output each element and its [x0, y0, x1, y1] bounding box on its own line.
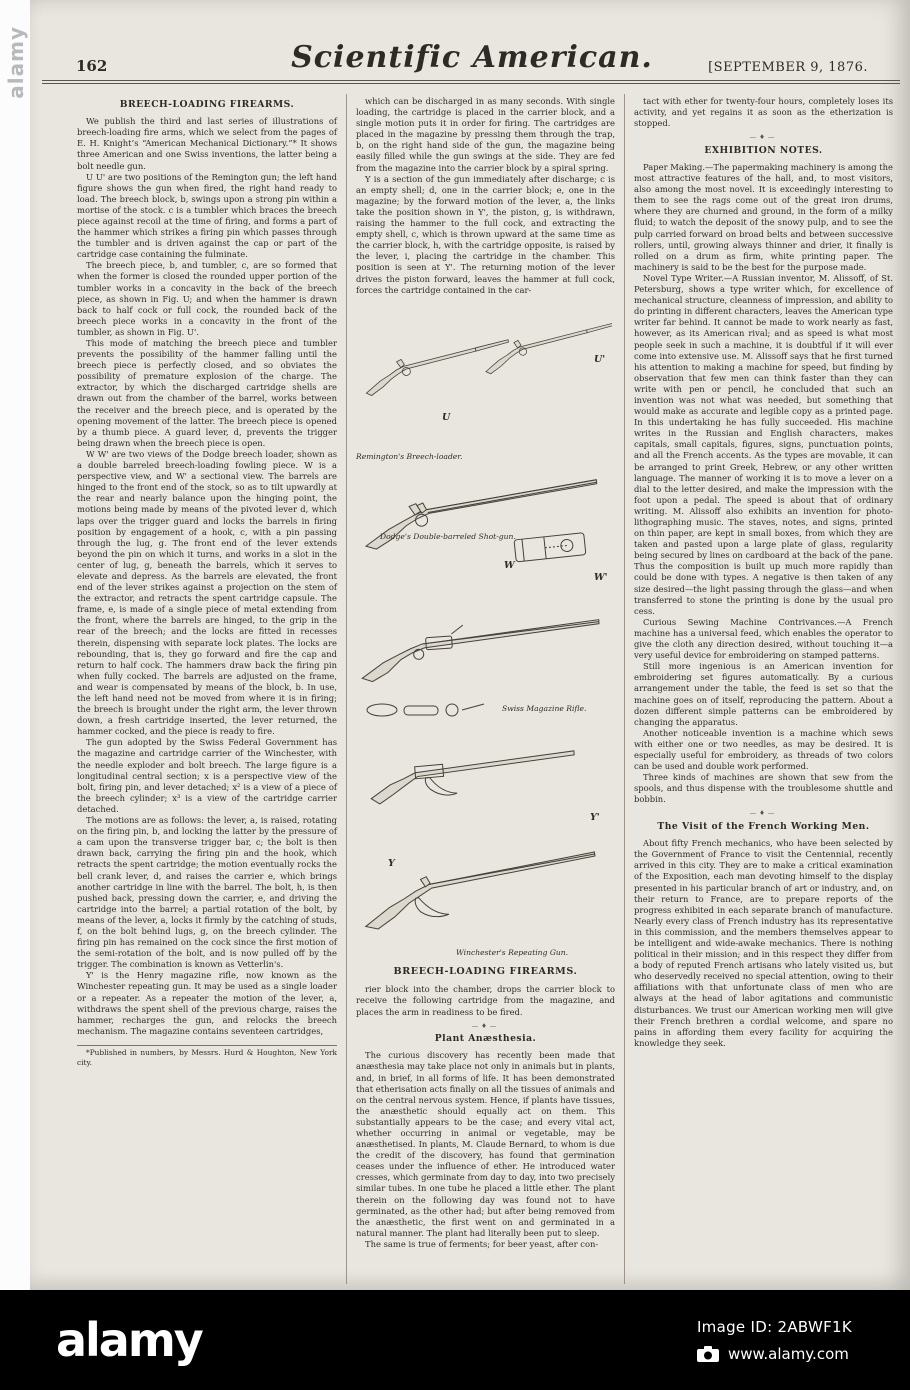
paragraph: The curious discovery has recently been made that anæsthesia may take place not only in animals but in plants, and, in brief, in all forms of life. It has been demonstrated that etherisation acts finally on all the tissues of animals and on the central nervous system. Hence, if plants have tissues, the anæsthetic should equally act on them. This substantially appears to be the case; and every vital act, whether occurring in animal or vegetable, may be anæsthetised. In plants, M. Claude Bernard, to whom is due the credit of the discovery, has found that germination ceases under the influence of ether. He introduced water cresses, which germinate from day to day, into two precisely similar tubes. In one tube he placed a little ether. The plant therein on the following day was found not to have germinated, as the other had; but after being removed from the anæsthetic, the first went on and germinated in a natural manner. The plant had literally been put to sleep. — [356, 1050, 615, 1238]
page-number: 162 — [76, 57, 108, 75]
section-ornament: —♦— — [749, 133, 778, 142]
paragraph: W W' are two views of the Dodge breech loader, shown as a double barreled breech-loading fowling piece. W is a perspective view, and W' a sectional view. The barrels are hinged to the front end of the stock, so as to tilt upwardly at the rear and nearly balance upon the hinging point, the motions being made by means of the pivoted lever d, which laps over the trigger guard and locks the barrels in firing position by engagement of a hook, c, with a pin passing through the lug, g. The front end of the lever extends beyond the pin on which it turns, and works in a slot in the center of lug, g, beneath the barrels, which it serves to elevate and depress. As the barrels are elevated, the front end of the lever strikes against a projection on the stem of the extractor, and retracts the spent cartridge capsule. The frame, e, is made of a single piece of metal extending from the front, where the barrels are hinged, to the grip in the rear of the breech; and the locks are fitted in recesses therein, dispensing with separate lock plates. The locks are rebounding, that is, they go forward and fire the cap and return to half cock. The hammers draw back the firing pin when fully cocked. The barrels are adjusted on the frame, and wear is compensated by means of the block, b. In use, the left hand need not be moved from where it is in firing; the breech is brought under the right arm, the lever thrown down, a fresh cartridge inserted, the lever returned, the hammer cocked, and the piece is ready to fire. — [77, 448, 337, 737]
article-heading-plant-anaesthesia: Plant Anæsthesia. — [434, 1033, 537, 1045]
footnote: *Published in numbers, by Messrs. Hurd & Houghton, New York city. — [77, 1045, 337, 1068]
figure-label-remington: Remington's Breech-loader. — [356, 451, 463, 461]
figure-letter-y: Y — [388, 857, 395, 869]
paragraph: Paper Making.—The papermaking machinery is among the most attractive features of the hall, and, to most visitors, also among the most novel. It is exceedingly interesting to them to see the rags come out of the great iron drums, where they are churned and ground, in the form of a milky fluid; to watch the deposit of the snowy pulp, and to see the pulp carried forward on broad belts and between successive rollers, until, growing always thinner and drier, it finally is rolled on a drum as firm, white printing paper. The machinery is said to be the best for the purpose made. — [634, 162, 893, 272]
paragraph: Curious Sewing Machine Contrivances.—A French machine has a universal feed, which enables the operator to give the cloth any direction desired, without touching it—a very useful device for embroidering on stamped patterns. — [634, 616, 893, 661]
alamy-side-strip — [0, 0, 30, 1290]
alamy-footer-bar — [0, 1290, 910, 1390]
alamy-side-logo: alamy — [4, 26, 28, 99]
figure-letter-u: U — [442, 411, 451, 423]
camera-icon — [697, 1346, 719, 1362]
column-right — [624, 94, 902, 1284]
newspaper-page — [30, 0, 910, 1290]
paragraph: Novel Type Writer.—A Russian inventor, M. Alissoff, of St. Petersburg, shows a type writer which, for excellence of mechanical structure, cleanness of impression, and ability to do printing in different characters, leaves the American type writer far behind. It cannot be made to work nearly as fast, however, as its American rival; and as speed is what most people seek in such a machine, it is doubtful if it will ever come into extensive use. M. Alissoff says that he first turned his attention to making a machine for speed, but finding by observation that few men can think faster than they can write with pen or pencil, he concluded that such an invention was not what was needed, but something that would make as accurate and legible copy as a printed page. In this undertaking he has fully succeeded. His machine writes in the Russian and English characters, makes capitals, small capitals, figures, signs, punctuation points, and all the French accents. As the types are movable, it can be arranged to print Greek, Hebrew, or any other written language. The manner of working it is to move a lever on a dial to the letter desired, and make the impression with the foot upon a pedal. The speed is about that of ordinary writing. M. Alissoff also exhibits an invention for photo-lithographing music. The staves, notes, and signs, printed on thin paper, are kept in small boxes, from which they are taken and pasted upon a large plate of glass, regularity being secured by lines on cardboard at the back of the pane. Thus the composition is built up much more rapidly than could be done with types. A negative is then taken of any size desired—the light passing through the glass—and when transferred to stone the printing is done by the usual pro cess. — [634, 272, 893, 616]
page-header — [30, 0, 910, 77]
footer-meta — [697, 1318, 852, 1363]
paragraph: rier block into the chamber, drops the carrier block to receive the following cartridge from the magazine, and places the arm in readiness to be fired. — [356, 984, 615, 1017]
paragraph: Another noticeable invention is a machine which sews with either one or two needles, as may be desired. It is especially useful for embroidery, as threads of two colors can be used and double work performed. — [634, 727, 893, 772]
figure-letter-u-prime: U' — [594, 353, 606, 365]
paragraph: Three kinds of machines are shown that sew from the spools, and thus dispense with the troublesome shuttle and bobbin. — [634, 772, 893, 805]
figure-letter-w-prime: W' — [594, 571, 608, 583]
paragraph: The gun adopted by the Swiss Federal Government has the magazine and cartridge carrier of the Winchester, with the needle exploder and bolt breech. The large figure is a longitudinal central section; x is a perspective view of the bolt, firing pin, and lever detached; x² is a view of a piece of the breech cylinder; x³ is a view of the cartridge carrier detached. — [77, 737, 337, 814]
section-ornament: —♦— — [471, 1021, 500, 1030]
header-rule — [42, 80, 900, 84]
paragraph: Still more ingenious is an American invention for embroidering set figures automatically. By a curious arrangement under the table, the feed is set so that the machine goes on of itself, reproducing the pattern. About a dozen different simple patterns can be embroidered by changing the apparatus. — [634, 661, 893, 727]
paragraph: The breech piece, b, and tumbler, c, are so formed that when the former is closed the rounded upper portion of the tumbler works in a concavity in the back of the breech piece, as shown in Fig. U; and when the hammer is drawn back to half cock or full cock, the rounded back of the breech piece works in a concavity in the front of the tumbler, as shown in Fig. U'. — [77, 260, 337, 337]
paragraph: tact with ether for twenty-four hours, completely loses its activity, and yet regains it as soon as the etherization is stopped. — [634, 96, 893, 129]
paragraph: Y' is the Henry magazine rifle, now known as the Winchester repeating gun. It may be used as a single loader or a repeater. As a repeater the motion of the lever, a, withdraws the spent shell of the previous charge, raises the hammer, recharges the gun, and relocks the breech mechanism. The magazine contains seventeen cartridges, — [77, 970, 337, 1036]
figure-label-dodge: Dodge's Double-barreled Shot-gun. — [380, 531, 516, 541]
paragraph: which can be discharged in as many seconds. With single loading, the cartridge is placed in the carrier block, and a single motion puts it in order for firing. The cartridges are placed in the magazine by pressing them through the trap, b, on the right hand side of the gun, the magazine being easily filled while the gun swings at the side. They are fed from the magazine into the carrier block by a spiral spring. — [356, 96, 615, 173]
paragraph: The motions are as follows: the lever, a, is raised, rotating on the firing pin, b, and locking the latter by the pressure of a cam upon the transverse trigger bar, c; the bolt is then drawn back, carrying the firing pin and the hook, which retracts the spent cartridge; the motion eventually rocks the bell crank lever, d, and raises the carrier e, which brings another cartridge in line with the barrel. The bolt, h, is then pushed back, pressing down the carrier, e, and driving the cartridge into the barrel; a partial rotation of the bolt, by means of the lever, a, locks it firmly by the catching of studs, f, on the bolt behind lugs, g, on the breech cylinder. The firing pin has remained on the cock since the first motion of the semi-rotation of the bolt, and is now pulled off by the trigger. The combination is known as Vetterlin's. — [77, 815, 337, 970]
columns-container — [68, 94, 902, 1284]
column-left — [68, 94, 346, 1284]
firearms-engraving — [358, 302, 612, 964]
article-heading-exhibition-notes: EXHIBITION NOTES. — [704, 144, 823, 156]
paragraph: This mode of matching the breech piece and tumbler prevents the possibility of the hammer falling until the breech piece is perfectly closed, and so obviates the possibility of premature explosion of the charge. The extractor, by which the discharged cartridge shells are drawn out from the chamber of the barrel, works between the receiver and the breech piece, and is operated by the opening movement of the latter. The breech piece is opened by a thumb piece. A guard lever, d, prevents the trigger being drawn when the breech piece is open. — [77, 338, 337, 448]
figure-letter-w: W — [504, 559, 515, 571]
paragraph: About fifty French mechanics, who have been selected by the Government of France to visit the Centennial, recently arrived in this city. They are to make a critical examination of the Exposition, each man devoting himself to the display presented in his particular branch of art or industry, and, on their return to France, are to prepare reports of the progress exhibited in each separate branch of manufacture. Nearly every class of French industry has its representative in this commission, and the members themselves appear to be intelligent and wide-awake mechanics. There is nothing political in their mission; and in this respect they differ from a body of reputed French artisans who lately visited us, but who deservedly received no special attention, owing to their affiliations with that unfortunate class of men who are always at the head of labor agitations and communistic disturbances. We trust our American working men will give their French brethren a cordial welcome, and spare no pains in affording them every facility for acquiring the knowledge they seek. — [634, 838, 893, 1048]
alamy-logo: alamy — [56, 1313, 202, 1367]
column-center — [346, 94, 624, 1284]
image-id-label: Image ID: 2ABWF1K — [696, 1317, 852, 1336]
figure-label-winchester: Winchester's Repeating Gun. — [456, 947, 569, 957]
firearms-figure — [356, 302, 615, 964]
alamy-url: www.alamy.com — [727, 1344, 849, 1363]
figure-label-swiss: Swiss Magazine Rifle. — [502, 703, 587, 713]
figure-caption: BREECH-LOADING FIREARMS. — [393, 965, 578, 977]
issue-date: [SEPTEMBER 9, 1876. — [708, 60, 868, 75]
figure-letter-y-prime: Y' — [590, 811, 600, 823]
paragraph: We publish the third and last series of illustrations of breech-loading fire arms, which we select from the pages of E. H. Knight’s “American Mechanical Dictionary.”* It shows three American and one Swiss inventions, the latter being a bolt needle gun. — [77, 116, 337, 171]
paragraph: U U' are two positions of the Remington gun; the left hand figure shows the gun when fired, the right hand ready to load. The breech block, b, swings upon a strong pin within a mortise of the stock. c is a tumbler which braces the breech piece against recoil at the time of firing, and forms a part of the hammer which strikes a firing pin which passes through the tumbler and is driven against the cap or part of the cartridge case containing the fulminate. — [77, 171, 337, 260]
masthead-title: Scientific American. — [291, 40, 653, 75]
article-heading-french-working-men: The Visit of the French Working Men. — [657, 821, 870, 833]
paragraph: Y is a section of the gun immediately after discharge; c is an empty shell; d, one in the carrier block; e, one in the magazine; by the forward motion of the lever, a, the links take the position shown in Y', the piston, g, is withdrawn, raising the hammer to the full cock, and extracting the empty shell, c, which is thrown upward at the same time as the carrier block, h, with the cartridge opposite, is raised by the lever, i, placing the cartridge in the chamber. This position is seen at Y'. The returning motion of the lever drives the piston forward, leaves the hammer at full cock, forces the cartridge contained in the car- — [356, 173, 615, 295]
paragraph: The same is true of ferments; for beer yeast, after con- — [365, 1238, 599, 1249]
section-ornament: —♦— — [749, 809, 778, 818]
article-heading-breech-loading-firearms: BREECH-LOADING FIREARMS. — [119, 99, 295, 110]
